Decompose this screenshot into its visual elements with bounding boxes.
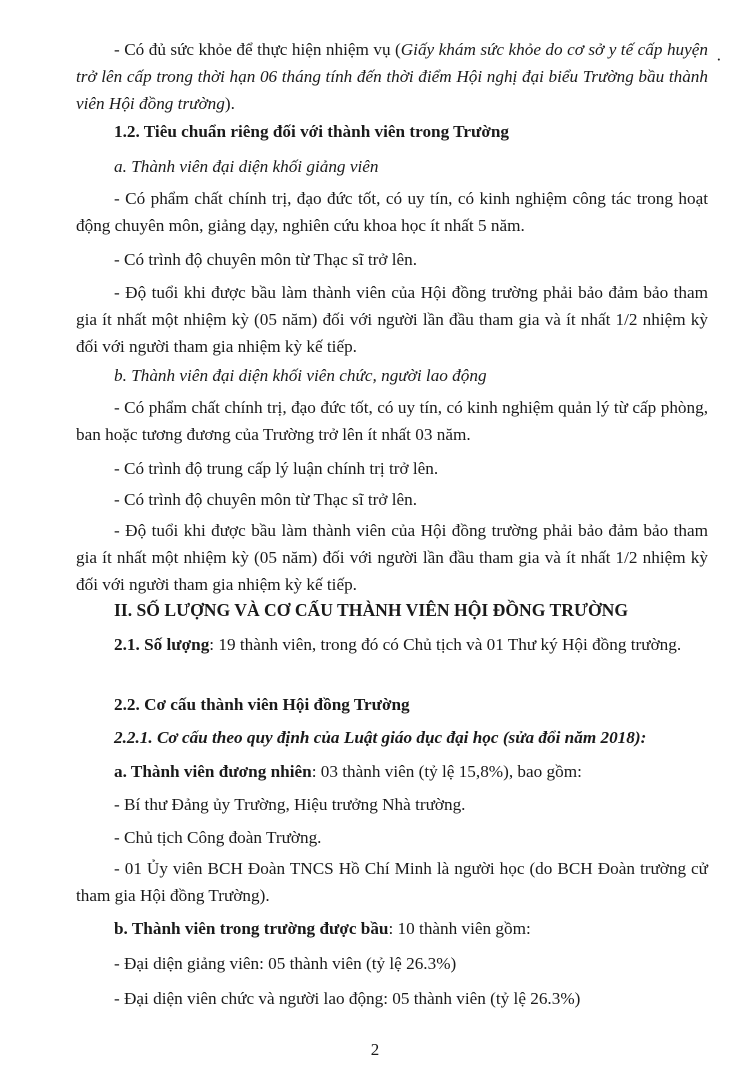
paragraph-2-1 [76,631,708,658]
health-text: - Có đủ sức khỏe để thực hiện nhiệm vụ ( [114,40,401,59]
subheading-b: b. Thành viên đại diện khối viên chức, người lao động [114,366,487,385]
natural-member-3: - 01 Ủy viên BCH Đoàn TNCS Hồ Chí Minh là người học (do BCH Đoàn trường cử tham gia Hội đồng Trường). [76,859,708,905]
paragraph-b3: - Có trình độ chuyên môn từ Thạc sĩ trở lên. [114,490,418,509]
label-natural-members: a. Thành viên đương nhiên [114,762,312,781]
paragraph-b1: - Có phẩm chất chính trị, đạo đức tốt, có uy tín, có kinh nghiệm quản lý từ cấp phòng, ban hoặc tương đương của Trường trở lên ít nhất 03 năm. [76,398,708,444]
paragraph-elected-members [114,915,531,942]
health-close: ). [224,94,235,113]
page-number: 2 [370,1040,380,1059]
paragraph-b4: - Độ tuổi khi được bầu làm thành viên của Hội đồng trường phải bảo đảm bảo tham gia ít nhất một nhiệm kỳ (05 năm) đối với người lần đầu tham gia và ít nhất 1/2 nhiệm kỳ đối với người tham gia nhiệm kỳ kế tiếp. [76,521,708,594]
paragraph-a3: - Độ tuổi khi được bầu làm thành viên của Hội đồng trường phải bảo đảm bảo tham gia ít nhất một nhiệm kỳ (05 năm) đối với người lần đầu tham gia và ít nhất 1/2 nhiệm kỳ đối với người tham gia nhiệm kỳ kế tiếp. [76,283,708,356]
text-natural-members: : 03 thành viên (tỷ lệ 15,8%), bao gồm: [311,762,582,781]
label-2-1: 2.1. Số lượng [114,635,210,654]
health-note: Giấy khám sức khỏe do cơ sở y tế cấp huyện trở lên cấp trong thời hạn 06 tháng tính đến thời điểm Hội nghị đại biểu Trường bầu thành viên Hội đồng trường [76,40,708,113]
scan-mark: · [716,50,722,69]
paragraph-a2: - Có trình độ chuyên môn từ Thạc sĩ trở lên. [114,250,418,269]
heading-1-2: 1.2. Tiêu chuẩn riêng đối với thành viên trong Trường [114,122,509,141]
elected-member-1: - Đại diện giảng viên: 05 thành viên (tỷ lệ 26.3%) [114,954,457,973]
text-2-1: : 19 thành viên, trong đó có Chủ tịch và 01 Thư ký Hội đồng trường. [209,635,682,654]
natural-member-2: - Chủ tịch Công đoàn Trường. [114,828,322,847]
heading-2-2: 2.2. Cơ cấu thành viên Hội đồng Trường [114,695,410,714]
paragraph-a1: - Có phẩm chất chính trị, đạo đức tốt, có uy tín, có kinh nghiệm công tác trong hoạt động chuyên môn, giảng dạy, nghiên cứu khoa học ít nhất 5 năm. [76,189,708,235]
label-elected-members: b. Thành viên trong trường được bầu [114,919,389,938]
subheading-a: a. Thành viên đại diện khối giảng viên [114,157,379,176]
health-requirement [76,36,708,117]
paragraph-natural-members [114,758,582,785]
paragraph-b2: - Có trình độ trung cấp lý luận chính trị trở lên. [114,459,439,478]
elected-member-2: - Đại diện viên chức và người lao động: 05 thành viên (tỷ lệ 26.3%) [114,989,581,1008]
natural-member-1: - Bí thư Đảng ủy Trường, Hiệu trưởng Nhà trường. [114,795,466,814]
heading-2-2-1: 2.2.1. Cơ cấu theo quy định của Luật giáo dục đại học (sửa đổi năm 2018): [114,728,647,747]
text-elected-members: : 10 thành viên gồm: [388,919,531,938]
heading-II: II. SỐ LƯỢNG VÀ CƠ CẤU THÀNH VIÊN HỘI ĐỒNG TRƯỜNG [114,600,629,620]
